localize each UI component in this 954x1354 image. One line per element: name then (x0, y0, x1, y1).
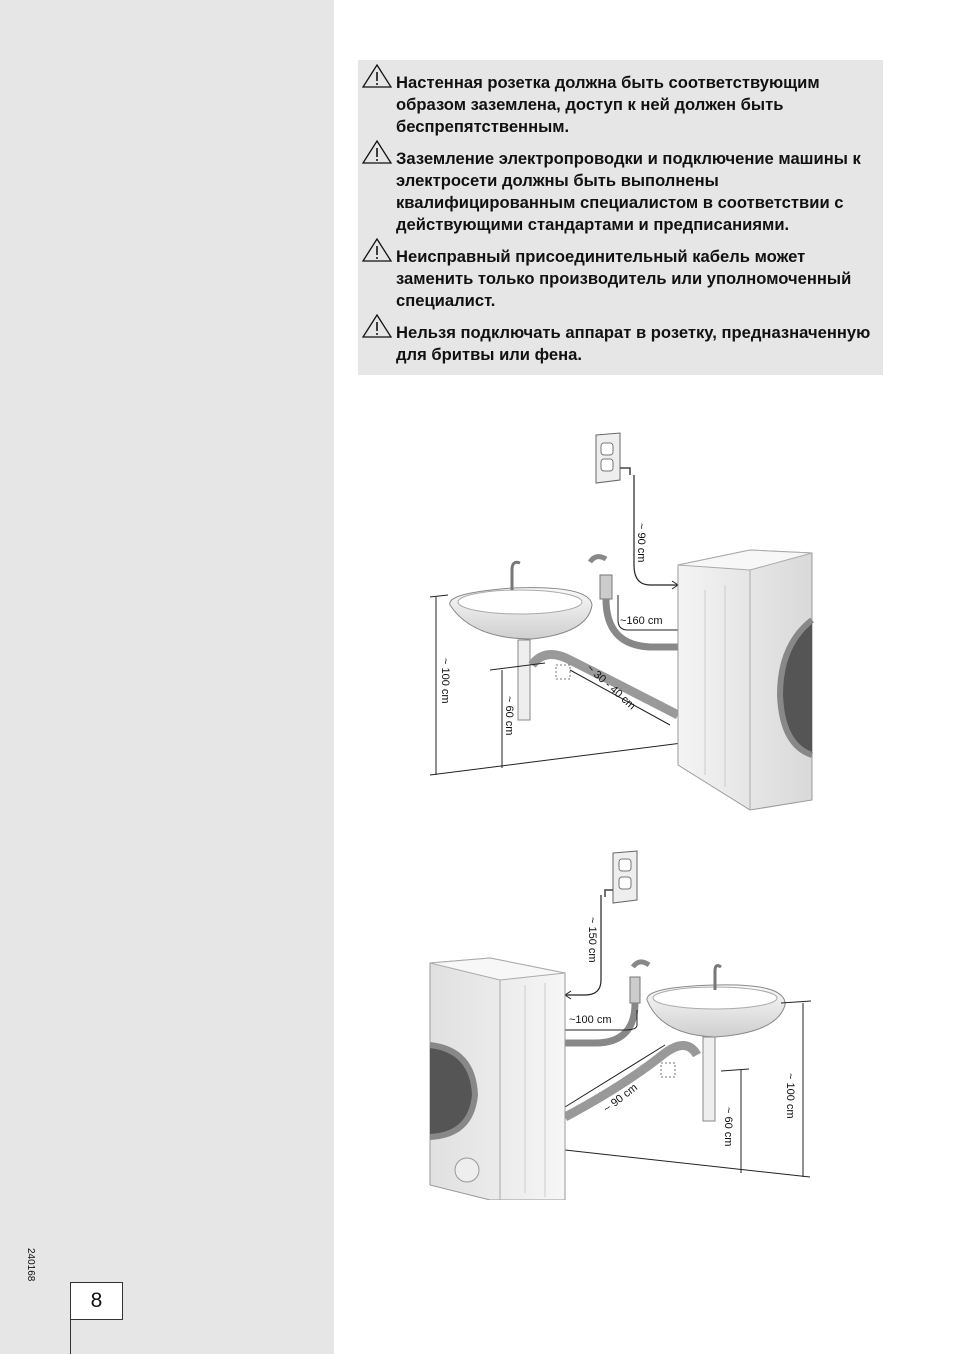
water-tap-icon (590, 557, 612, 599)
figure1-drain-length-label: ~ 30 - 40 cm (583, 662, 638, 713)
figure1-socket-distance-label: ~ 90 cm (635, 523, 647, 563)
page-number-rule (70, 1318, 71, 1354)
figure2-drain-length-label: ~ 90 cm (601, 1081, 640, 1116)
figure1-drain-height-label: ~ 60 cm (503, 696, 515, 736)
figure1-hose-length-label: ~160 cm (620, 615, 663, 627)
installation-figure-2 (425, 845, 820, 1200)
warning-item (362, 246, 875, 312)
warning-triangle-icon (362, 314, 392, 338)
warning-text: Заземление электропроводки и подключение машины к электросети должны быть выполнены квалифицированным специалистом в соответствии с действующими стандартами и предписаниями. (396, 149, 861, 234)
wall-socket-icon (596, 433, 630, 483)
warnings-box (358, 60, 883, 375)
drain-hose (565, 1045, 697, 1117)
figure2-socket-distance-label: ~ 150 cm (586, 917, 598, 963)
warning-text: Нельзя подключать аппарат в розетку, предназначенную для бритвы или фена. (396, 323, 871, 364)
sidebar (0, 0, 334, 1354)
figure2-drain-height-label: ~ 60 cm (722, 1107, 734, 1147)
floor-line (565, 1150, 810, 1177)
floor-line (430, 743, 682, 775)
sink-icon (647, 966, 785, 1121)
page-number: 8 (70, 1282, 123, 1320)
warning-triangle-icon (362, 140, 392, 164)
water-tap-icon (630, 962, 649, 1003)
warning-text: Неисправный присоединительный кабель может заменить только производитель или уполномоченный специалист. (396, 247, 852, 310)
document-code: 240168 (25, 1248, 36, 1282)
warning-item (362, 72, 875, 138)
installation-figure-1 (420, 425, 820, 825)
wall-socket-icon (605, 851, 637, 903)
warning-item (362, 148, 875, 236)
sink-icon (450, 562, 592, 720)
figure2-sink-height-label: ~ 100 cm (784, 1073, 796, 1119)
washing-machine-icon (678, 550, 812, 810)
figure1-sink-height-label: ~ 100 cm (439, 658, 451, 704)
warning-triangle-icon (362, 64, 392, 88)
warning-text: Настенная розетка должна быть соответствующим образом заземлена, доступ к ней должен быть беспрепятственным. (396, 73, 820, 136)
figure2-hose-length-label: ~100 cm (569, 1014, 612, 1026)
washing-machine-icon (430, 958, 565, 1200)
warning-triangle-icon (362, 238, 392, 262)
warning-item (362, 322, 875, 366)
